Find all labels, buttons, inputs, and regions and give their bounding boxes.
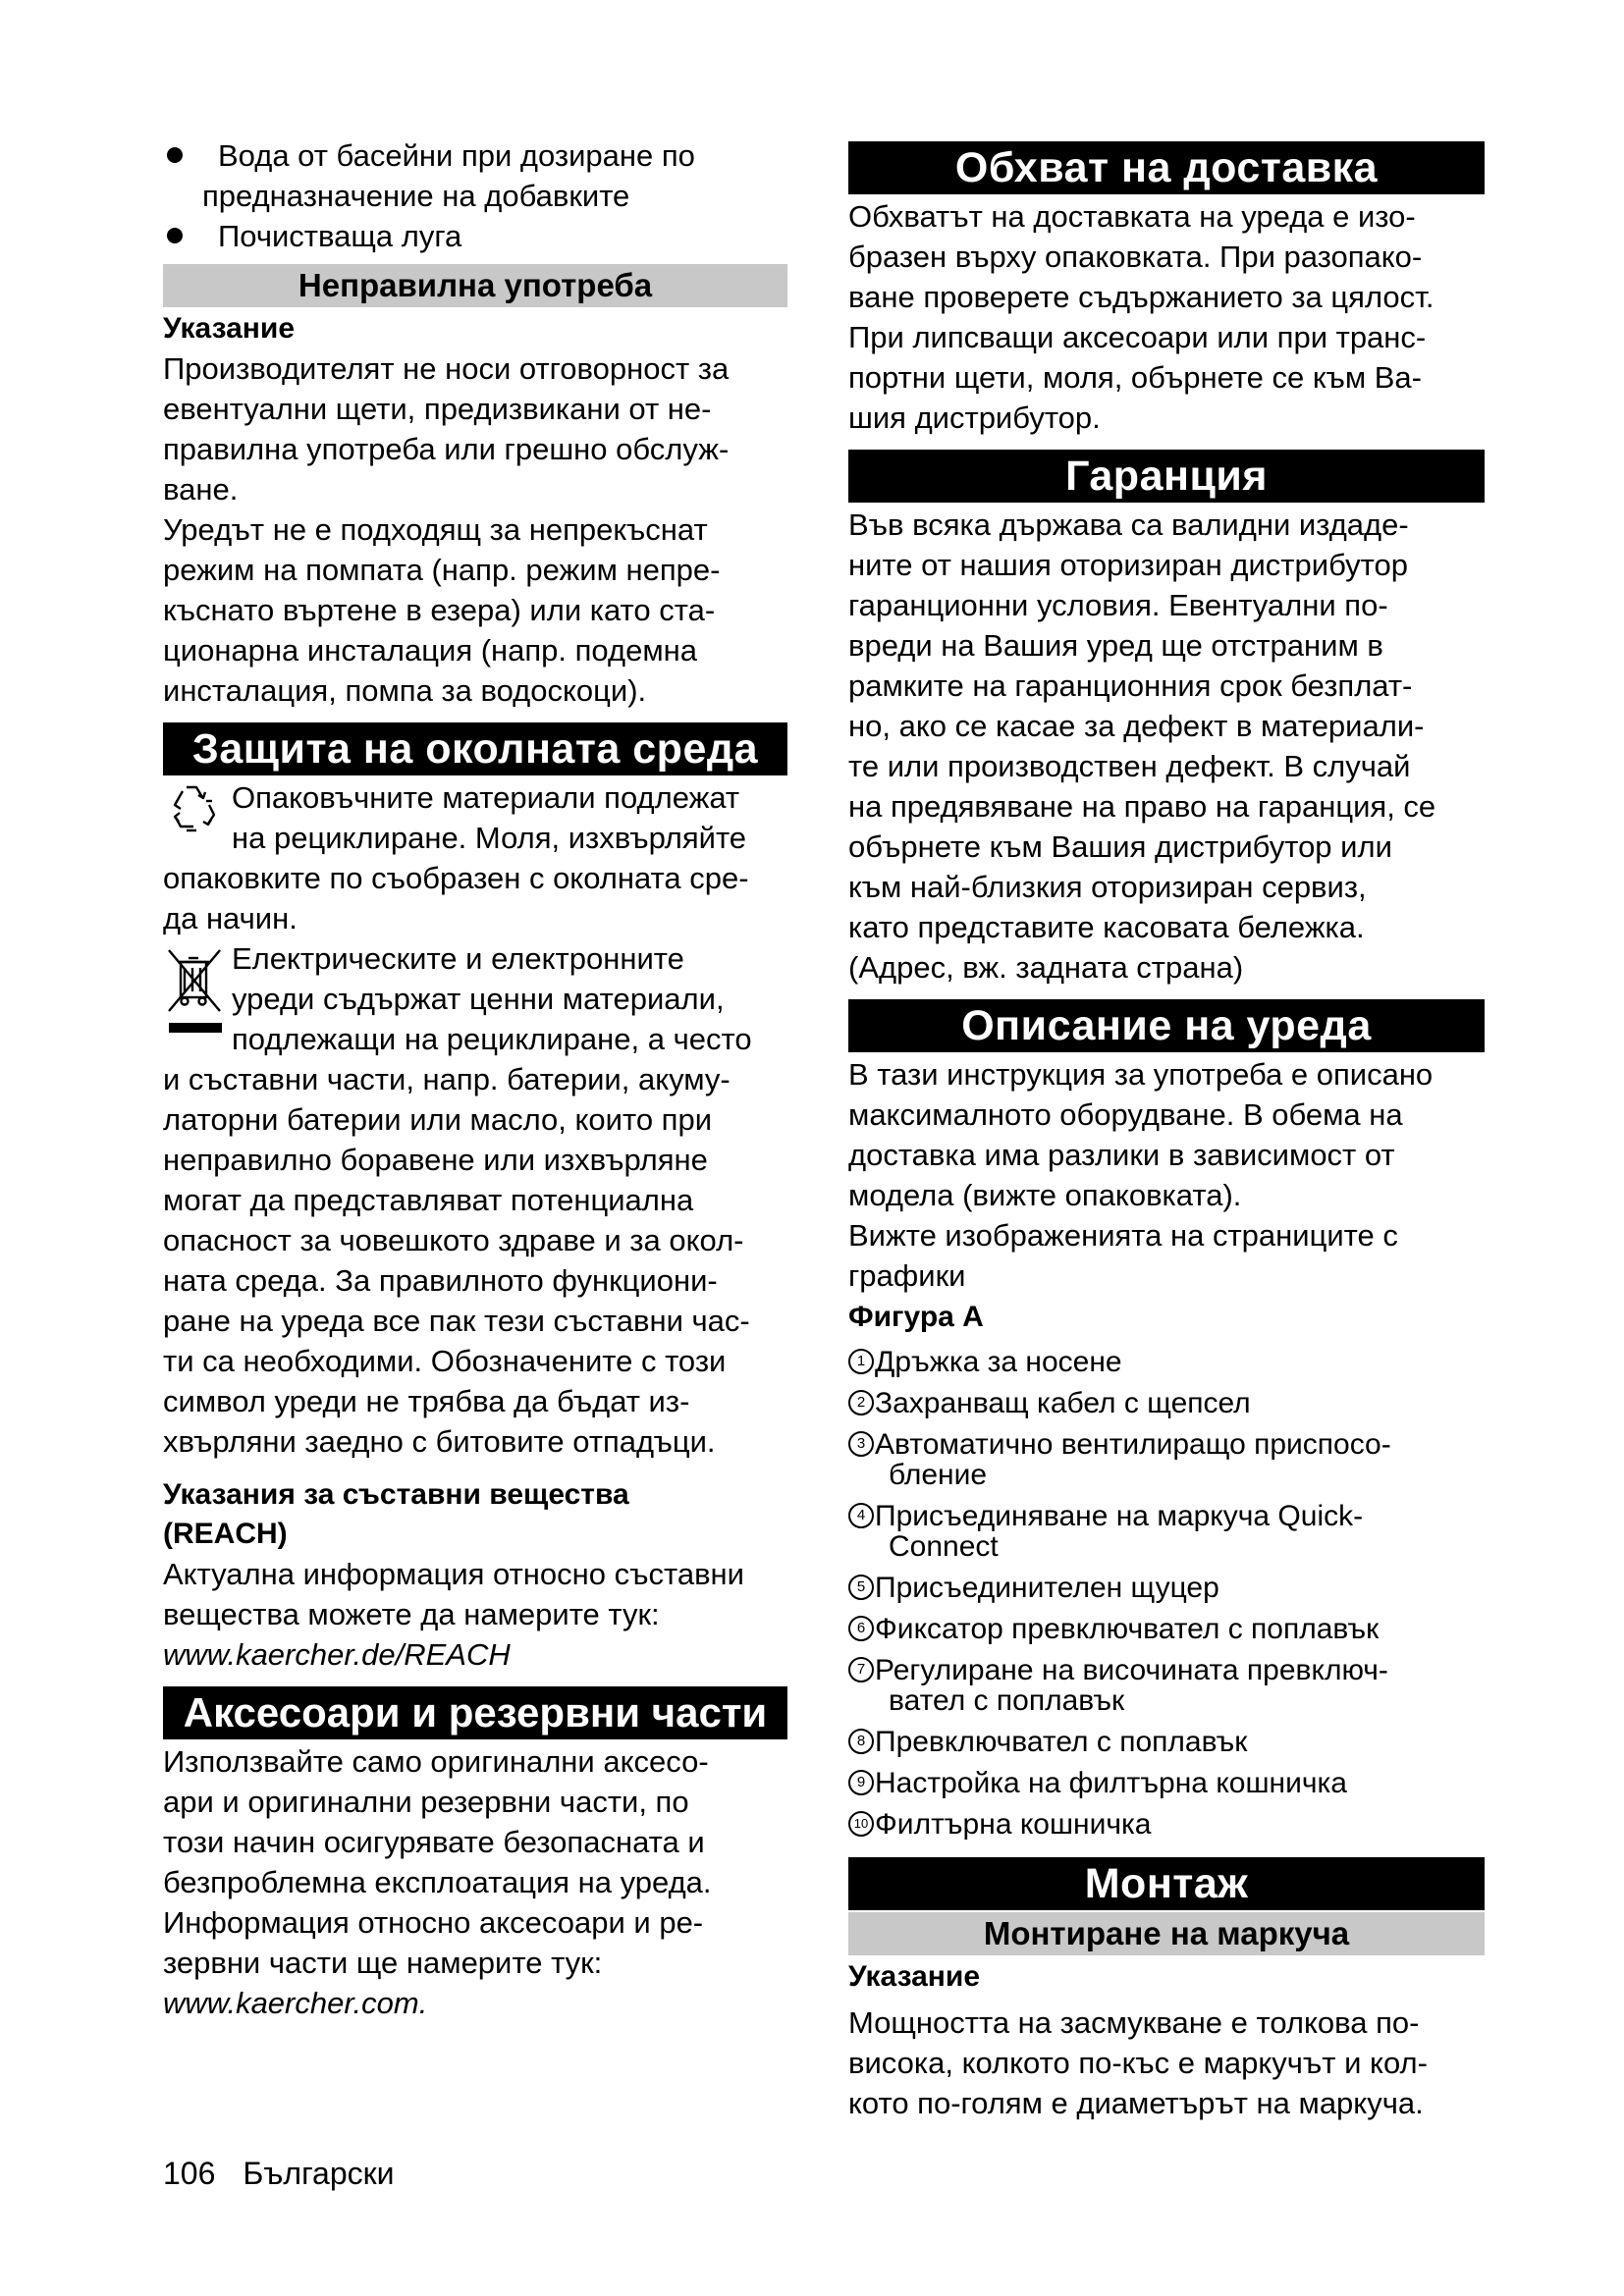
list-item [848,1429,1485,1490]
weee-line-3: подлежащи на рециклиране, а често [232,1022,752,1056]
misuse-paragraph-2: Уредът не е подходящ за непрекъснат режим на помпата (напр. режим непре- къснато въртене в езера) или като ста- ционарна инсталация (напр. подемна инсталация, помпа за водоскоци). [163,512,721,708]
description-paragraph-2: Вижте изображенията на страниците с графики [848,1218,1398,1293]
number-badge: 1 [848,1349,874,1374]
weee-rest: и съставни части, напр. батерии, акуму- латорни батерии или масло, които при неправилно боравене или изхвърляне могат да представляват потенциална опасност за човешкото здраве и за окол- ната среда. За правилното функциони- ране на уреда все пак тези съставни час- ти са необходими. Обозначените с този символ уреди не трябва да бъдат из- хвърляни заедно с битовите отпадъци. [163,1062,750,1459]
note-label: Указание [163,312,296,345]
part-label: Дръжка за носене [875,1346,1122,1378]
list-item [848,1768,1485,1798]
right-column [848,141,1485,2123]
misuse-paragraph-1: Производителят не носи отговорност за евентуални щети, предизвикани от не- правилна употреба или грешно обслуж- ване. [163,351,730,507]
parts-list [848,1347,1485,1840]
delivery-heading: Обхват на доставка [848,141,1485,194]
reach-text: Актуална информация относно съставни вещества можете да намерите тук: [163,1557,744,1631]
left-column [163,135,787,2023]
delivery-text: Обхватът на доставката на уреда е изо- бразен върху опаковката. При разопако- ване проверете съдържанието за цялост. При липсващи аксесоари или при транс- портни щети, моля, обърнете се към Ва- шия дистрибутор. [848,199,1435,435]
page-footer [163,2156,422,2192]
assembly-heading: Монтаж [848,1857,1485,1910]
note-label: Указание [848,1960,981,1993]
recycle-line-1: Опаковъчните материали подлежат [232,780,740,815]
part-label: Фиксатор превключвател с поплавък [875,1613,1380,1645]
part-label-continuation: Connect [889,1530,999,1563]
list-item [848,1388,1485,1418]
number-badge: 2 [848,1390,874,1415]
accessories-text: Използвайте само оригинални аксесо- ари и оригинални резервни части, по този начин осигурявате безопасната и безпроблемна експлоатация на уреда. Информация относно аксесоари и ре- зервни части ще намерите тук: [163,1744,712,1980]
list-item [163,216,787,256]
part-label: Филтърна кошничка [875,1808,1152,1841]
part-label: Присъединяване на маркуча Quick- [875,1500,1364,1532]
misuse-heading: Неправилна употреба [163,264,787,307]
list-item [163,135,787,216]
weee-line-2: уреди съдържат ценни материали, [232,982,725,1016]
reach-heading: Указания за съставни вещества (REACH) [163,1478,629,1550]
number-badge: 7 [848,1657,874,1682]
list-item [848,1655,1485,1716]
recycle-rest: опаковките по съобразен с околната сре- да начин. [163,861,749,935]
description-heading: Описание на уреда [848,999,1485,1052]
page-number: 106 [163,2156,216,2191]
number-badge: 10 [848,1811,874,1837]
number-badge: 3 [848,1431,874,1457]
number-badge: 4 [848,1503,874,1528]
bullet-list [163,135,787,256]
part-label: Автоматично вентилиращо приспосо- [875,1428,1391,1461]
part-label: Настройка на филтърна кошничка [875,1767,1347,1799]
weee-line-1: Електрическите и електронните [232,941,684,976]
recycle-icon [163,777,224,838]
list-item [848,1727,1485,1757]
figure-label: Фигура A [848,1301,984,1333]
crossed-bin-icon [163,942,226,1046]
accessories-link[interactable]: www.kaercher.com. [163,1986,428,2020]
hose-mounting-heading: Монтиране на маркуча [848,1912,1485,1955]
footer-language: Български [243,2156,395,2191]
list-item [848,1573,1485,1603]
list-item [848,1809,1485,1840]
assembly-text: Мощността на засмукване е толкова по- висока, колкото по-къс е маркучът и кол- кото по-голям е диаметърът на маркуча. [848,2005,1428,2120]
part-label-continuation: вател с поплавък [889,1684,1125,1717]
list-item [848,1614,1485,1644]
number-badge: 9 [848,1770,874,1795]
reach-link[interactable]: www.kaercher.de/REACH [163,1637,511,1672]
description-paragraph-1: В тази инструкция за употреба е описано максималното оборудване. В обема на доставка има разлики в зависимост от модела (вижте опаковката). [848,1057,1434,1212]
bullet-continuation: предназначение на добавките [202,179,630,213]
accessories-heading: Аксесоари и резервни части [163,1686,787,1739]
number-badge: 5 [848,1575,874,1600]
part-label: Превключвател с поплавък [875,1726,1248,1758]
recycling-block [163,777,787,938]
recycle-line-2: на рециклиране. Моля, изхвърляйте [232,821,747,855]
part-label: Захранващ кабел с щепсел [875,1387,1251,1419]
part-label: Присъединителен щуцер [875,1572,1219,1604]
bullet-text: Почистваща луга [218,219,462,253]
bullet-text: Вода от басейни при дозиране по [218,138,695,173]
list-item [848,1501,1485,1562]
list-item [848,1347,1485,1377]
warranty-text: Във всяка държава са валидни издаде- ните от нашия оторизиран дистрибутор гаранционни условия. Евентуални по- вреди на Вашия уред ще отстраним в рамките на гаранционния срок безплат- но, ако се касае за дефект в материали- те или производствен дефект. В случай на предявяване на право на гаранция, се обърнете към Вашия дистрибутор или към най-близкия оторизиран сервиз, като представите касовата бележка. (Адрес, вж. задната страна) [848,507,1436,985]
number-badge: 6 [848,1616,874,1641]
environment-heading: Защита на околната среда [163,722,787,775]
part-label: Регулиране на височината превключ- [875,1654,1388,1686]
part-label-continuation: бление [889,1459,988,1491]
warranty-heading: Гаранция [848,450,1485,503]
weee-block [163,938,787,1462]
number-badge: 8 [848,1729,874,1754]
